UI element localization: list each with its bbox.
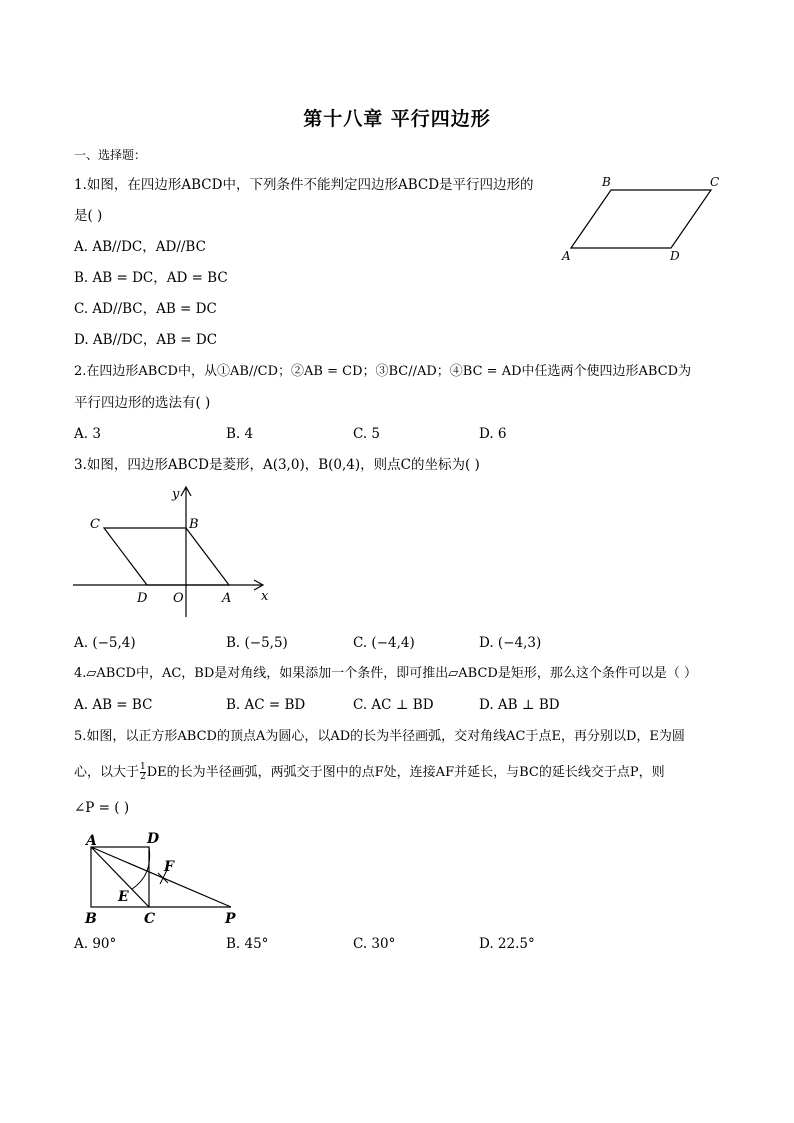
q2-option-c: C. 5 [353, 426, 381, 442]
q5-label-a: A [86, 833, 97, 849]
q5-label-c: C [144, 911, 156, 927]
q5-option-c: C. 30° [353, 936, 396, 952]
q5-line2-suffix: DE的长为半径画弧，两弧交于图中的点F处，连接AF并延长，与BC的延长线交于点P，则 [146, 765, 665, 780]
q3-option-c: C. (−4,4) [353, 635, 415, 651]
q3-option-a: A. (−5,4) [74, 635, 136, 651]
q5-label-d: D [147, 831, 160, 847]
q5-option-b: B. 45° [226, 936, 269, 952]
q3-label-b: B [189, 517, 199, 532]
q5-label-e: E [118, 889, 129, 905]
q3-label-c: C [90, 517, 100, 532]
q1-label-c: C [710, 175, 720, 189]
q1-label-b: B [602, 175, 611, 189]
q4-option-d: D. AB ⊥ BD [479, 697, 560, 713]
q3-option-d: D. (−4,3) [479, 635, 542, 651]
q5-option-a: A. 90° [74, 936, 117, 952]
q4-option-c: C. AC ⊥ BD [353, 697, 434, 713]
q3-label-x: x [261, 589, 269, 604]
q3-stem: 3.如图，四边形ABCD是菱形，A(3,0)，B(0,4)，则点C的坐标为( ) [74, 457, 480, 473]
q2-stem-line2: 平行四边形的选法有( ) [74, 395, 211, 411]
q2-option-b: B. 4 [226, 426, 254, 442]
q1-option-b: B. AB = DC，AD = BC [74, 270, 228, 286]
q4-stem: 4.▱ABCD中，AC，BD是对角线，如果添加一个条件，即可推出▱ABCD是矩形，那么这个条件可以是（ ） [74, 666, 697, 681]
q5-line2-prefix: 心，以大于 [74, 765, 140, 780]
q4-option-a: A. AB = BC [74, 697, 153, 713]
q3-label-a: A [222, 591, 232, 606]
q2-stem-line1: 2.在四边形ABCD中，从①AB//CD；②AB = CD；③BC//AD；④BC = AD中任选两个使四边形ABCD为 [74, 364, 692, 379]
q2-option-a: A. 3 [74, 426, 101, 442]
q5-label-p: P [225, 911, 236, 927]
q1-label-d: D [670, 249, 680, 263]
q1-stem-line2: 是( ) [74, 208, 103, 224]
q3-label-o: O [173, 591, 184, 606]
q4-option-b: B. AC = BD [226, 697, 306, 713]
q1-stem-line1: 1.如图，在四边形ABCD中，下列条件不能判定四边形ABCD是平行四边形的 [74, 177, 534, 193]
q5-fraction-denominator: 2 [140, 772, 146, 782]
q3-label-y: y [172, 487, 180, 502]
q5-stem-line3: ∠P = ( ) [74, 800, 130, 816]
q5-label-b: B [85, 911, 97, 927]
q5-stem-line1: 5.如图，以正方形ABCD的顶点A为圆心，以AD的长为半径画弧，交对角线AC于点E，再分别以D，E为圆 [74, 729, 685, 744]
q5-label-f: F [164, 859, 174, 875]
q3-option-b: B. (−5,5) [226, 635, 288, 651]
q3-label-d: D [137, 591, 148, 606]
q2-option-d: D. 6 [479, 426, 507, 442]
q1-label-a: A [562, 249, 571, 263]
q5-option-d: D. 22.5° [479, 936, 535, 952]
page-title: 第十八章 平行四边形 [303, 108, 491, 130]
q5-fraction-numerator: 1 [140, 762, 146, 772]
q5-line-ap [91, 847, 231, 907]
q1-option-c: C. AD//BC，AB = DC [74, 301, 217, 317]
q1-option-d: D. AB//DC，AB = DC [74, 332, 218, 348]
section-heading: 一、选择题： [74, 148, 147, 162]
q1-option-a: A. AB//DC，AD//BC [74, 239, 206, 255]
